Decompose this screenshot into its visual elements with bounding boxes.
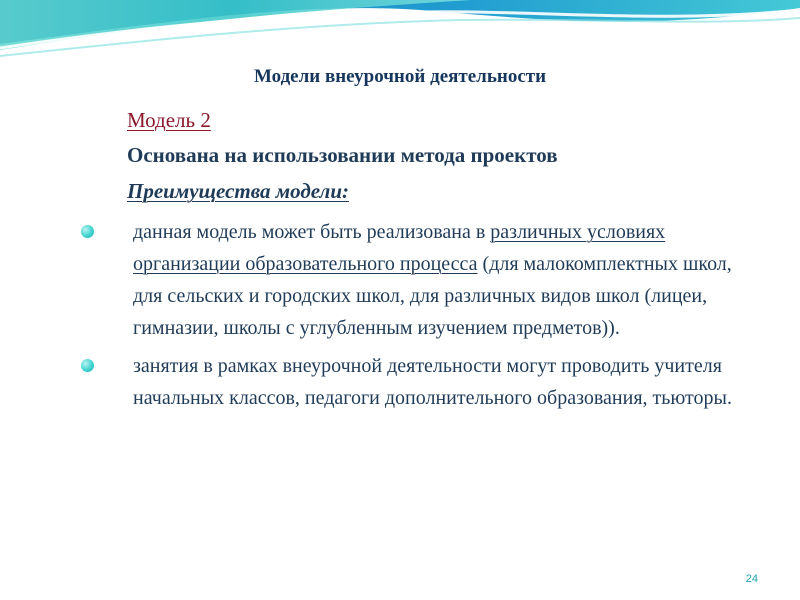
list-item bbox=[75, 216, 765, 344]
list-item bbox=[75, 350, 765, 414]
bullet-lead-text: данная модель может быть реализована в bbox=[133, 221, 491, 243]
teal-bullet-icon bbox=[81, 359, 94, 372]
slide-title: Модели внеурочной деятельности bbox=[253, 66, 547, 87]
bullet-text: занятия в рамках внеурочной деятельности могут проводить учителя начальных классов, педагоги дополнительного образования, тьюторы. bbox=[133, 355, 732, 409]
bullet-tail-text: (для малокомплектных школ, для сельских и городских школ, для различных видов школ (лицеи, гимназии, школы с углубленным изучением предметов)). bbox=[133, 253, 732, 339]
teal-bullet-icon bbox=[81, 225, 94, 238]
model-basis-text: Основана на использовании метода проектов bbox=[127, 143, 558, 167]
bullet-underlined-text: различных условиях организации образовательного процесса bbox=[133, 221, 666, 275]
page-number: 24 bbox=[745, 573, 758, 585]
model-label: Модель 2 bbox=[127, 108, 211, 132]
advantages-list bbox=[75, 216, 765, 420]
advantages-heading: Преимущества модели: bbox=[127, 179, 349, 203]
header-wave-decoration bbox=[0, 0, 800, 60]
